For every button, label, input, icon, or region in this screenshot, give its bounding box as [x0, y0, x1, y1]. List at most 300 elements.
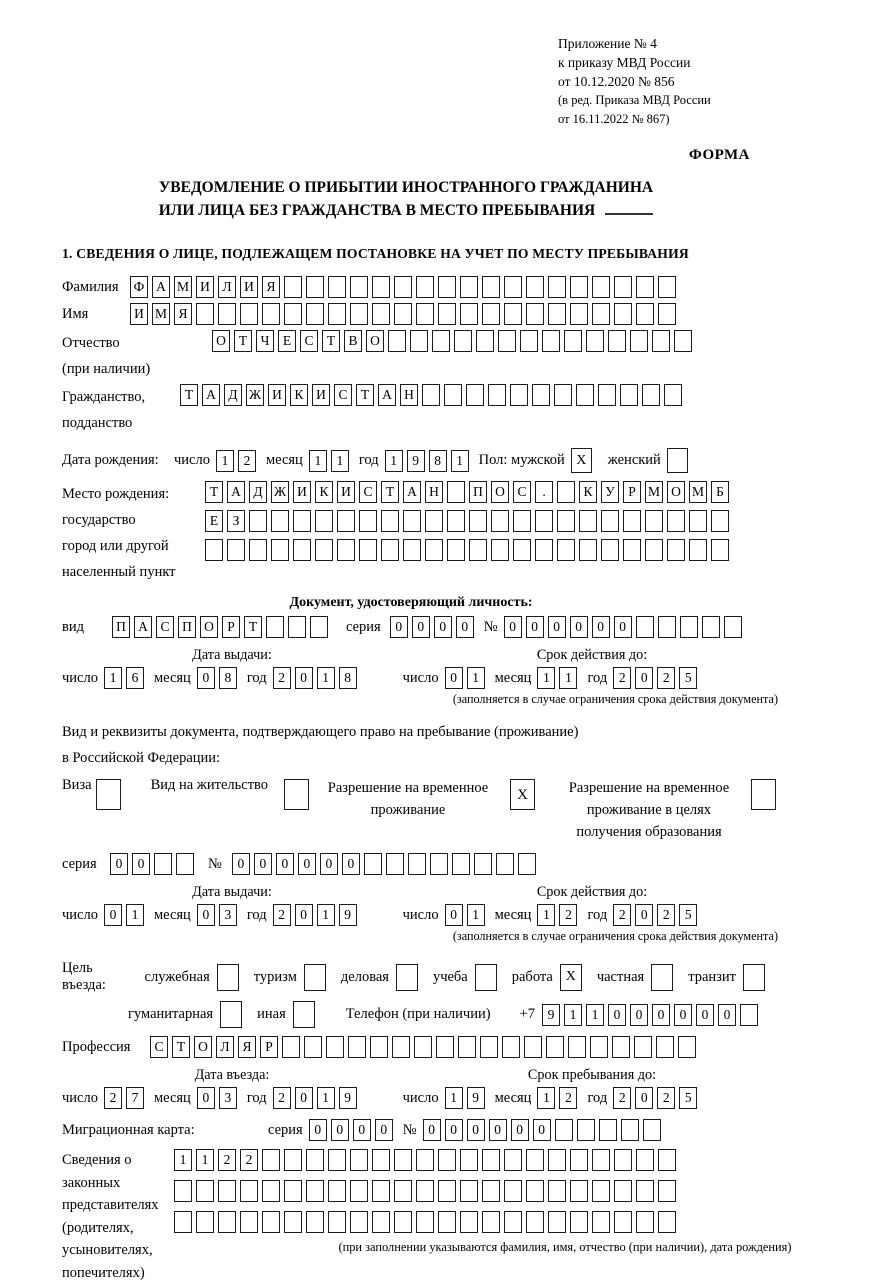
residence-permit-checkbox-cell[interactable] [284, 779, 309, 810]
patronymic-cell[interactable]: Ч [256, 330, 274, 352]
birth-place-cell[interactable]: М [645, 481, 663, 503]
birth-place-cell[interactable] [359, 510, 377, 532]
residence-issue-year-cell[interactable]: 1 [317, 904, 335, 926]
representatives-cell[interactable] [306, 1149, 324, 1171]
representatives-cell[interactable] [306, 1180, 324, 1202]
identity-series-cell[interactable]: 0 [412, 616, 430, 638]
citizenship-cell[interactable]: А [378, 384, 396, 406]
issue-year-cell[interactable]: 0 [295, 667, 313, 689]
birth-place-cell[interactable] [359, 539, 377, 561]
residence-issue-year-cell[interactable]: 2 [273, 904, 291, 926]
representatives-cell[interactable] [372, 1149, 390, 1171]
birth-year-cell[interactable]: 8 [429, 450, 447, 472]
residence-number-cell[interactable] [408, 853, 426, 875]
residence-valid-month-cell[interactable]: 1 [537, 904, 555, 926]
birth-place-cell[interactable] [447, 539, 465, 561]
surname-cell[interactable]: Я [262, 276, 280, 298]
identity-kind-cell[interactable] [266, 616, 284, 638]
representatives-cell[interactable]: 2 [218, 1149, 236, 1171]
citizenship-cell[interactable] [488, 384, 506, 406]
residence-series-cell[interactable] [154, 853, 172, 875]
birth-place-cell[interactable] [711, 510, 729, 532]
valid-year-cell[interactable]: 2 [613, 667, 631, 689]
representatives-cell[interactable] [526, 1149, 544, 1171]
birth-place-cell[interactable] [447, 510, 465, 532]
surname-cell[interactable]: Л [218, 276, 236, 298]
residence-valid-year-cell[interactable]: 5 [679, 904, 697, 926]
birth-place-cell[interactable] [249, 510, 267, 532]
citizenship-cell[interactable]: С [334, 384, 352, 406]
valid-year-cell[interactable]: 0 [635, 667, 653, 689]
representatives-cell[interactable] [570, 1149, 588, 1171]
identity-number-cell[interactable] [702, 616, 720, 638]
patronymic-cell[interactable]: О [366, 330, 384, 352]
profession-cell[interactable]: Р [260, 1036, 278, 1058]
identity-number-cell[interactable]: 0 [548, 616, 566, 638]
name-cell[interactable] [570, 303, 588, 325]
birth-place-cell[interactable]: М [689, 481, 707, 503]
birth-place-cell[interactable]: И [293, 481, 311, 503]
representatives-cell[interactable] [614, 1211, 632, 1233]
patronymic-cell[interactable]: Е [278, 330, 296, 352]
surname-cell[interactable] [438, 276, 456, 298]
surname-cell[interactable] [482, 276, 500, 298]
profession-cell[interactable] [304, 1036, 322, 1058]
birth-place-cell[interactable]: Т [205, 481, 223, 503]
profession-cell[interactable]: Я [238, 1036, 256, 1058]
citizenship-cell[interactable]: К [290, 384, 308, 406]
migration-number-cell[interactable]: 0 [489, 1119, 507, 1141]
stay-year-cell[interactable]: 0 [635, 1087, 653, 1109]
representatives-cell[interactable] [570, 1211, 588, 1233]
residence-number-cell[interactable]: 0 [342, 853, 360, 875]
surname-cell[interactable] [548, 276, 566, 298]
birth-place-cell[interactable]: С [513, 481, 531, 503]
issue-year-cell[interactable]: 2 [273, 667, 291, 689]
birth-place-cell[interactable] [645, 510, 663, 532]
patronymic-cell[interactable] [608, 330, 626, 352]
representatives-cell[interactable] [350, 1149, 368, 1171]
representatives-cell[interactable] [592, 1180, 610, 1202]
representatives-cell[interactable] [394, 1149, 412, 1171]
birth-place-cell[interactable] [513, 510, 531, 532]
residence-number-cell[interactable] [518, 853, 536, 875]
birth-place-cell[interactable]: А [227, 481, 245, 503]
birth-place-cell[interactable] [425, 539, 443, 561]
representatives-cell[interactable] [416, 1180, 434, 1202]
birth-place-cell[interactable]: Д [249, 481, 267, 503]
birth-place-cell[interactable]: А [403, 481, 421, 503]
entry-day-cell[interactable]: 7 [126, 1087, 144, 1109]
migration-number-cell[interactable] [577, 1119, 595, 1141]
identity-number-cell[interactable]: 0 [570, 616, 588, 638]
profession-cell[interactable] [458, 1036, 476, 1058]
name-cell[interactable] [306, 303, 324, 325]
residence-valid-year-cell[interactable]: 2 [657, 904, 675, 926]
citizenship-cell[interactable] [576, 384, 594, 406]
patronymic-cell[interactable] [652, 330, 670, 352]
migration-number-cell[interactable]: 0 [423, 1119, 441, 1141]
birth-place-cell[interactable] [403, 510, 421, 532]
citizenship-cell[interactable]: Т [356, 384, 374, 406]
valid-day-cell[interactable]: 1 [467, 667, 485, 689]
identity-number-cell[interactable]: 0 [504, 616, 522, 638]
birth-place-cell[interactable]: Р [623, 481, 641, 503]
name-cell[interactable] [196, 303, 214, 325]
surname-cell[interactable] [306, 276, 324, 298]
representatives-cell[interactable] [482, 1211, 500, 1233]
name-cell[interactable] [372, 303, 390, 325]
birth-place-cell[interactable] [315, 539, 333, 561]
residence-number-cell[interactable]: 0 [232, 853, 250, 875]
birth-place-cell[interactable]: П [469, 481, 487, 503]
birth-place-cell[interactable] [381, 539, 399, 561]
surname-cell[interactable] [328, 276, 346, 298]
entry-month-cell[interactable]: 0 [197, 1087, 215, 1109]
representatives-cell[interactable] [174, 1211, 192, 1233]
representatives-cell[interactable] [636, 1149, 654, 1171]
profession-cell[interactable] [546, 1036, 564, 1058]
representatives-cell[interactable] [416, 1211, 434, 1233]
representatives-cell[interactable] [350, 1180, 368, 1202]
patronymic-cell[interactable] [432, 330, 450, 352]
patronymic-cell[interactable]: С [300, 330, 318, 352]
identity-number-cell[interactable] [658, 616, 676, 638]
issue-month-cell[interactable]: 8 [219, 667, 237, 689]
birth-place-cell[interactable]: У [601, 481, 619, 503]
residence-issue-year-cell[interactable]: 0 [295, 904, 313, 926]
surname-cell[interactable] [592, 276, 610, 298]
citizenship-cell[interactable] [598, 384, 616, 406]
surname-cell[interactable] [460, 276, 478, 298]
purpose-checkbox-cell[interactable] [396, 964, 418, 991]
surname-cell[interactable] [614, 276, 632, 298]
birth-place-cell[interactable] [447, 481, 465, 503]
issue-month-cell[interactable]: 0 [197, 667, 215, 689]
name-cell[interactable] [526, 303, 544, 325]
representatives-cell[interactable] [394, 1180, 412, 1202]
representatives-cell[interactable] [196, 1211, 214, 1233]
phone-cell[interactable]: 1 [586, 1004, 604, 1026]
profession-cell[interactable] [326, 1036, 344, 1058]
representatives-cell[interactable] [526, 1211, 544, 1233]
citizenship-cell[interactable]: А [202, 384, 220, 406]
birth-month-cell[interactable]: 1 [331, 450, 349, 472]
migration-number-cell[interactable] [599, 1119, 617, 1141]
patronymic-cell[interactable] [630, 330, 648, 352]
migration-number-cell[interactable]: 0 [467, 1119, 485, 1141]
profession-cell[interactable] [282, 1036, 300, 1058]
birth-place-cell[interactable]: Т [381, 481, 399, 503]
surname-cell[interactable]: М [174, 276, 192, 298]
representatives-cell[interactable] [416, 1149, 434, 1171]
birth-place-cell[interactable]: С [359, 481, 377, 503]
patronymic-cell[interactable] [410, 330, 428, 352]
birth-place-cell[interactable]: И [337, 481, 355, 503]
birth-place-cell[interactable] [579, 539, 597, 561]
birth-place-cell[interactable] [513, 539, 531, 561]
profession-cell[interactable] [370, 1036, 388, 1058]
identity-kind-cell[interactable] [310, 616, 328, 638]
identity-kind-cell[interactable]: А [134, 616, 152, 638]
representatives-cell[interactable] [262, 1149, 280, 1171]
residence-number-cell[interactable] [452, 853, 470, 875]
representatives-cell[interactable] [526, 1180, 544, 1202]
phone-cell[interactable]: 0 [630, 1004, 648, 1026]
birth-place-cell[interactable]: Е [205, 510, 223, 532]
patronymic-cell[interactable] [498, 330, 516, 352]
patronymic-cell[interactable] [454, 330, 472, 352]
birth-place-cell[interactable] [425, 510, 443, 532]
identity-kind-cell[interactable]: Р [222, 616, 240, 638]
birth-place-cell[interactable]: О [667, 481, 685, 503]
representatives-cell[interactable] [328, 1180, 346, 1202]
migration-number-cell[interactable]: 0 [511, 1119, 529, 1141]
patronymic-cell[interactable] [586, 330, 604, 352]
surname-cell[interactable] [416, 276, 434, 298]
birth-place-cell[interactable] [623, 510, 641, 532]
profession-cell[interactable]: Л [216, 1036, 234, 1058]
representatives-cell[interactable] [284, 1180, 302, 1202]
birth-place-cell[interactable] [579, 510, 597, 532]
residence-number-cell[interactable] [474, 853, 492, 875]
valid-month-cell[interactable]: 1 [537, 667, 555, 689]
birth-year-cell[interactable]: 1 [451, 450, 469, 472]
citizenship-cell[interactable]: Т [180, 384, 198, 406]
patronymic-cell[interactable]: О [212, 330, 230, 352]
issue-year-cell[interactable]: 8 [339, 667, 357, 689]
birth-place-cell[interactable]: К [579, 481, 597, 503]
representatives-cell[interactable] [658, 1149, 676, 1171]
identity-kind-cell[interactable] [288, 616, 306, 638]
residence-valid-month-cell[interactable]: 2 [559, 904, 577, 926]
representatives-cell[interactable] [394, 1211, 412, 1233]
name-cell[interactable] [658, 303, 676, 325]
stay-month-cell[interactable]: 2 [559, 1087, 577, 1109]
profession-cell[interactable] [634, 1036, 652, 1058]
phone-cell[interactable]: 1 [564, 1004, 582, 1026]
migration-number-cell[interactable]: 0 [533, 1119, 551, 1141]
residence-number-cell[interactable]: 0 [320, 853, 338, 875]
profession-cell[interactable] [436, 1036, 454, 1058]
birth-month-cell[interactable]: 1 [309, 450, 327, 472]
identity-kind-cell[interactable]: С [156, 616, 174, 638]
representatives-cell[interactable]: 1 [174, 1149, 192, 1171]
birth-place-cell[interactable] [557, 539, 575, 561]
phone-cell[interactable]: 0 [718, 1004, 736, 1026]
valid-month-cell[interactable]: 1 [559, 667, 577, 689]
stay-year-cell[interactable]: 2 [613, 1087, 631, 1109]
birth-place-cell[interactable] [293, 510, 311, 532]
profession-cell[interactable] [480, 1036, 498, 1058]
representatives-cell[interactable] [548, 1149, 566, 1171]
name-cell[interactable] [240, 303, 258, 325]
birth-place-cell[interactable] [403, 539, 421, 561]
citizenship-cell[interactable] [466, 384, 484, 406]
patronymic-cell[interactable] [388, 330, 406, 352]
surname-cell[interactable] [570, 276, 588, 298]
representatives-cell[interactable] [614, 1180, 632, 1202]
citizenship-cell[interactable] [620, 384, 638, 406]
representatives-cell[interactable] [372, 1180, 390, 1202]
citizenship-cell[interactable] [444, 384, 462, 406]
birth-place-cell[interactable] [491, 539, 509, 561]
residence-number-cell[interactable] [386, 853, 404, 875]
citizenship-cell[interactable] [510, 384, 528, 406]
birth-place-cell[interactable] [469, 510, 487, 532]
representatives-cell[interactable]: 1 [196, 1149, 214, 1171]
citizenship-cell[interactable]: Н [400, 384, 418, 406]
representatives-cell[interactable] [262, 1211, 280, 1233]
representatives-cell[interactable] [240, 1180, 258, 1202]
citizenship-cell[interactable] [532, 384, 550, 406]
representatives-cell[interactable] [614, 1149, 632, 1171]
birth-place-cell[interactable] [557, 510, 575, 532]
birth-place-cell[interactable] [645, 539, 663, 561]
name-cell[interactable] [350, 303, 368, 325]
issue-year-cell[interactable]: 1 [317, 667, 335, 689]
profession-cell[interactable] [414, 1036, 432, 1058]
identity-series-cell[interactable]: 0 [456, 616, 474, 638]
profession-cell[interactable] [524, 1036, 542, 1058]
representatives-cell[interactable] [240, 1211, 258, 1233]
entry-day-cell[interactable]: 2 [104, 1087, 122, 1109]
name-cell[interactable] [636, 303, 654, 325]
birth-place-cell[interactable] [337, 539, 355, 561]
residence-series-cell[interactable]: 0 [110, 853, 128, 875]
name-cell[interactable] [614, 303, 632, 325]
residence-valid-day-cell[interactable]: 1 [467, 904, 485, 926]
issue-day-cell[interactable]: 6 [126, 667, 144, 689]
profession-cell[interactable] [612, 1036, 630, 1058]
identity-kind-cell[interactable]: П [178, 616, 196, 638]
birth-place-cell[interactable]: Б [711, 481, 729, 503]
surname-cell[interactable] [284, 276, 302, 298]
representatives-cell[interactable] [460, 1149, 478, 1171]
surname-cell[interactable]: А [152, 276, 170, 298]
birth-place-cell[interactable] [667, 510, 685, 532]
representatives-cell[interactable] [548, 1211, 566, 1233]
residence-number-cell[interactable]: 0 [254, 853, 272, 875]
entry-year-cell[interactable]: 9 [339, 1087, 357, 1109]
issue-day-cell[interactable]: 1 [104, 667, 122, 689]
birth-place-cell[interactable] [337, 510, 355, 532]
birth-year-cell[interactable]: 1 [385, 450, 403, 472]
birth-place-cell[interactable]: З [227, 510, 245, 532]
residence-issue-month-cell[interactable]: 3 [219, 904, 237, 926]
representatives-cell[interactable] [482, 1180, 500, 1202]
phone-cell[interactable]: 0 [608, 1004, 626, 1026]
name-cell[interactable] [438, 303, 456, 325]
name-cell[interactable] [460, 303, 478, 325]
birth-place-cell[interactable]: О [491, 481, 509, 503]
citizenship-cell[interactable] [642, 384, 660, 406]
stay-day-cell[interactable]: 1 [445, 1087, 463, 1109]
birth-place-cell[interactable] [623, 539, 641, 561]
sex-male-checkbox-cell[interactable]: X [571, 448, 592, 473]
citizenship-cell[interactable]: И [312, 384, 330, 406]
residence-number-cell[interactable]: 0 [276, 853, 294, 875]
name-cell[interactable] [482, 303, 500, 325]
birth-year-cell[interactable]: 9 [407, 450, 425, 472]
purpose-checkbox-cell[interactable] [743, 964, 765, 991]
representatives-cell[interactable] [218, 1211, 236, 1233]
representatives-cell[interactable] [658, 1211, 676, 1233]
visa-checkbox-cell[interactable] [96, 779, 121, 810]
profession-cell[interactable]: С [150, 1036, 168, 1058]
purpose-checkbox-cell[interactable] [651, 964, 673, 991]
citizenship-cell[interactable]: Ж [246, 384, 264, 406]
birth-place-cell[interactable]: . [535, 481, 553, 503]
migration-number-cell[interactable]: 0 [445, 1119, 463, 1141]
migration-number-cell[interactable] [621, 1119, 639, 1141]
migration-number-cell[interactable] [555, 1119, 573, 1141]
purpose-checkbox-cell[interactable]: X [560, 964, 582, 991]
surname-cell[interactable] [394, 276, 412, 298]
representatives-cell[interactable] [306, 1211, 324, 1233]
entry-month-cell[interactable]: 3 [219, 1087, 237, 1109]
residence-issue-day-cell[interactable]: 0 [104, 904, 122, 926]
birth-place-cell[interactable] [469, 539, 487, 561]
patronymic-cell[interactable]: В [344, 330, 362, 352]
stay-day-cell[interactable]: 9 [467, 1087, 485, 1109]
name-cell[interactable] [328, 303, 346, 325]
residence-valid-year-cell[interactable]: 0 [635, 904, 653, 926]
identity-series-cell[interactable]: 0 [390, 616, 408, 638]
representatives-cell[interactable] [438, 1180, 456, 1202]
patronymic-cell[interactable] [674, 330, 692, 352]
purpose-checkbox-cell[interactable] [475, 964, 497, 991]
purpose-checkbox-cell[interactable] [293, 1001, 315, 1028]
identity-number-cell[interactable] [724, 616, 742, 638]
migration-series-cell[interactable]: 0 [331, 1119, 349, 1141]
representatives-cell[interactable] [328, 1149, 346, 1171]
profession-cell[interactable] [392, 1036, 410, 1058]
representatives-cell[interactable] [504, 1180, 522, 1202]
identity-number-cell[interactable]: 0 [614, 616, 632, 638]
representatives-cell[interactable] [460, 1211, 478, 1233]
residence-number-cell[interactable] [430, 853, 448, 875]
representatives-cell[interactable] [284, 1149, 302, 1171]
representatives-cell[interactable] [350, 1211, 368, 1233]
representatives-cell[interactable] [218, 1180, 236, 1202]
birth-place-cell[interactable] [491, 510, 509, 532]
representatives-cell[interactable] [196, 1180, 214, 1202]
birth-place-cell[interactable] [249, 539, 267, 561]
name-cell[interactable] [218, 303, 236, 325]
migration-series-cell[interactable]: 0 [353, 1119, 371, 1141]
stay-year-cell[interactable]: 2 [657, 1087, 675, 1109]
surname-cell[interactable]: Ф [130, 276, 148, 298]
profession-cell[interactable] [348, 1036, 366, 1058]
birth-place-cell[interactable] [601, 539, 619, 561]
citizenship-cell[interactable]: Д [224, 384, 242, 406]
migration-series-cell[interactable]: 0 [375, 1119, 393, 1141]
patronymic-cell[interactable]: Т [234, 330, 252, 352]
representatives-cell[interactable] [482, 1149, 500, 1171]
sex-female-checkbox-cell[interactable] [667, 448, 688, 473]
surname-cell[interactable] [658, 276, 676, 298]
surname-cell[interactable] [372, 276, 390, 298]
birth-place-cell[interactable] [205, 539, 223, 561]
entry-year-cell[interactable]: 2 [273, 1087, 291, 1109]
representatives-cell[interactable] [438, 1149, 456, 1171]
citizenship-cell[interactable] [554, 384, 572, 406]
residence-number-cell[interactable] [364, 853, 382, 875]
birth-day-cell[interactable]: 1 [216, 450, 234, 472]
patronymic-cell[interactable] [520, 330, 538, 352]
residence-number-cell[interactable] [496, 853, 514, 875]
